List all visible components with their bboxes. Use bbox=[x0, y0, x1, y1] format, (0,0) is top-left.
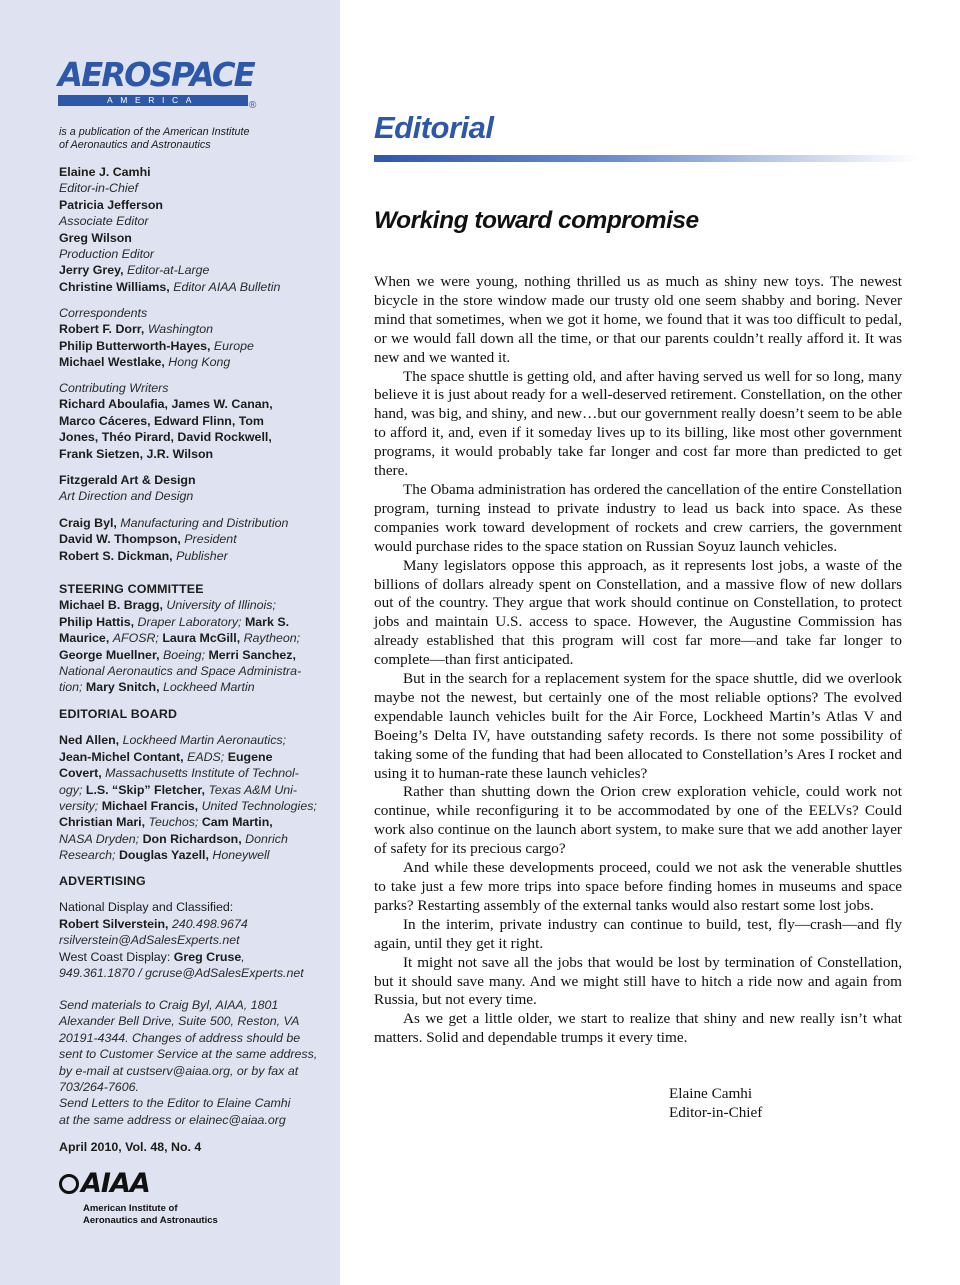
article-paragraph: In the interim, private industry can continue to build, test, fly—crash—and fly again, until they get it right. bbox=[374, 915, 902, 952]
title-rule bbox=[374, 155, 919, 162]
correspondent: Michael Westlake, Hong Kong bbox=[59, 355, 231, 370]
staff-name: Greg Wilson bbox=[59, 230, 132, 245]
advertising: ADVERTISING National Display and Classified: Robert Silverstein, 240.498.9674 rsilverstein@AdSalesExperts.net West Coast Display: Greg Cruse, 949.361.1870 / gcruse@AdSalesExperts.net bbox=[59, 873, 324, 981]
article-paragraph: And while these developments proceed, could we not ask the venerable shuttles to take just a few more trips into space before finding homes in museums and space parks? Restarting assembly of the external tanks would also restart some lost jobs. bbox=[374, 859, 902, 914]
aerospace-america-logo bbox=[58, 55, 268, 111]
article-paragraph: The Obama administration has ordered the cancellation of the entire Constellation program, turning instead to private industry to lead us back into space. As these companies work toward development of rockets and crew carriers, the government would purchase rides to the space station on Russian Soyuz launch vehicles. bbox=[374, 480, 902, 555]
correspondent: Robert F. Dorr, Washington bbox=[59, 322, 214, 337]
article-paragraph: When we were young, nothing thrilled us as much as shiny new toys. The newest bicycle in the store window made our trusty old one seem shabby and boring. Never mind that sometimes, when we got it home, we found that it was too difficult to pedal, or we would fall down all the time, or that our parents couldn’t really afford it. It was new and we wanted it. bbox=[374, 273, 902, 366]
logo-subtitle: AMERICA bbox=[58, 95, 248, 106]
staff-name: Elaine J. Camhi bbox=[59, 165, 151, 179]
issue-info: April 2010, Vol. 48, No. 4 bbox=[59, 1140, 202, 1154]
art-direction: Fitzgerald Art & Design Art Direction and Design bbox=[59, 473, 196, 504]
staff-list bbox=[59, 164, 324, 295]
section-title: Editorial bbox=[374, 110, 494, 145]
article-paragraph: It might not save all the jobs that would be lost by termination of Constellation, but it should save many. And we might still have to hitch a ride now and again from Russia, but not every time. bbox=[374, 953, 902, 1009]
signature bbox=[669, 1085, 762, 1123]
steering-heading: STEERING COMMITTEE bbox=[59, 582, 204, 596]
staff-role: Associate Editor bbox=[59, 214, 149, 229]
article-body bbox=[374, 273, 902, 1048]
article-paragraph: But in the search for a replacement system for the space shuttle, did we overlook maybe not the newest, but certainly one of the most reliable options? The evolved expendable launch vehicles built for the Air Force, Lockheed Martin’s Atlas V and Boeing’s Delta IV, have outstanding safety records. Is there not some possibility of taking some of the funding that had been allocated to Constellation’s Ares I rocket and using it to human-rate these launch vehicles? bbox=[374, 670, 902, 782]
correspondents bbox=[59, 305, 324, 371]
contributing-writers: Contributing Writers Richard Aboulafia, James W. Canan, Marco Cáceres, Edward Flinn, Tom Jones, Théo Pirard, David Rockwell, Frank Sietzen, J.R. Wilson bbox=[59, 380, 324, 462]
publication-note: is a publication of the American Institute of Aeronautics and Astronautics bbox=[59, 126, 250, 152]
editorial-board: EDITORIAL BOARD Ned Allen, Lockheed Martin Aeronautics; Jean-Michel Contant, EADS; Eugene Covert, Massachusetts Institute of Technol- ogy; L.S. “Skip” Fletcher, Texas A&M Uni- versity; Michael Francis, United Technologies; Christian Mari, Teuchos; Cam Martin, NASA Dryden; Don Richardson, Donrich Research; Douglas Yazell, Honeywell bbox=[59, 706, 324, 864]
correspondents-heading: Correspondents bbox=[59, 306, 148, 320]
send-materials-note: Send materials to Craig Byl, AIAA, 1801 Alexander Bell Drive, Suite 500, Reston, VA 20191-4344. Changes of address should be sent to Customer Service at the same address, by e-mail at custserv@aiaa.org, or by fax at 703/264-7606. Send Letters to the Editor to Elaine Camhi at the same address or elainec@aiaa.org bbox=[59, 998, 318, 1127]
aiaa-logo bbox=[59, 1170, 229, 1226]
staff-role: Production Editor bbox=[59, 247, 155, 262]
correspondent: Philip Butterworth-Hayes, Europe bbox=[59, 338, 254, 353]
masthead-sidebar bbox=[0, 0, 340, 1285]
staff-role: Editor-in-Chief bbox=[59, 181, 138, 196]
contributing-heading: Contributing Writers bbox=[59, 381, 169, 395]
logo-wordmark: AEROSPACE bbox=[58, 55, 254, 94]
advertising-heading: ADVERTISING bbox=[59, 874, 146, 888]
staff-line: Christine Williams, Editor AIAA Bulletin bbox=[59, 279, 281, 294]
article-paragraph: As we get a little older, we start to realize that shiny and new really isn’t what matters. Solid and dependable trumps it every time. bbox=[374, 1010, 902, 1047]
steering-committee: STEERING COMMITTEE Michael B. Bragg, University of Illinois; Philip Hattis, Draper Laboratory; Mark S. Maurice, AFOSR; Laura McGill, Raytheon; George Muellner, Boeing; Merri Sanchez, National Aeronautics and Space Administra- tion; Mary Snitch, Lockheed Martin bbox=[59, 581, 324, 696]
staff-name: Patricia Jefferson bbox=[59, 197, 163, 212]
signature-title: Editor-in-Chief bbox=[669, 1103, 763, 1121]
board-heading: EDITORIAL BOARD bbox=[59, 707, 178, 721]
business-staff: Craig Byl, Manufacturing and Distribution David W. Thompson, President Robert S. Dickman, Publisher bbox=[59, 516, 289, 563]
article-title: Working toward compromise bbox=[374, 207, 699, 234]
aiaa-full-name: American Institute of Aeronautics and Astronautics bbox=[83, 1203, 218, 1226]
article-paragraph: Rather than shutting down the Orion crew exploration vehicle, could work not continue, while reconfiguring it to be accommodated by one of the EELVs? Could work also continue on the launch abort system, to make sure that we add another layer of safety for its precious cargo? bbox=[374, 783, 902, 858]
signature-name: Elaine Camhi bbox=[669, 1085, 753, 1102]
ad-email: rsilverstein@AdSalesExperts.net bbox=[59, 933, 240, 948]
aiaa-swoosh-icon bbox=[59, 1174, 79, 1194]
staff-line: Jerry Grey, Editor-at-Large bbox=[59, 263, 210, 278]
registered-mark: ® bbox=[249, 100, 257, 111]
article-paragraph: Many legislators oppose this approach, as it represents lost jobs, a waste of the billions of dollars already spent on Constellation, and a massive flow of new dollars out of the country. They argue that work should continue on Constellation, to protect jobs and maintain U.S. access to space. However, the Augustine Commission has already established that this program will cost far more—and take far longer to complete—than first anticipated. bbox=[374, 556, 902, 669]
aiaa-wordmark: AIAA bbox=[59, 1170, 229, 1198]
article-paragraph: The space shuttle is getting old, and after having served us well for so long, many believe it is just about ready for a well-deserved retirement. Constellation, on the other hand, was big, and shiny, and new…but our government really doesn’t seem to be able to afford it, and, even if it someday lives up to its billing, like most other government programs, it would probably take far longer and cost far more than predicted to get there. bbox=[374, 367, 902, 480]
